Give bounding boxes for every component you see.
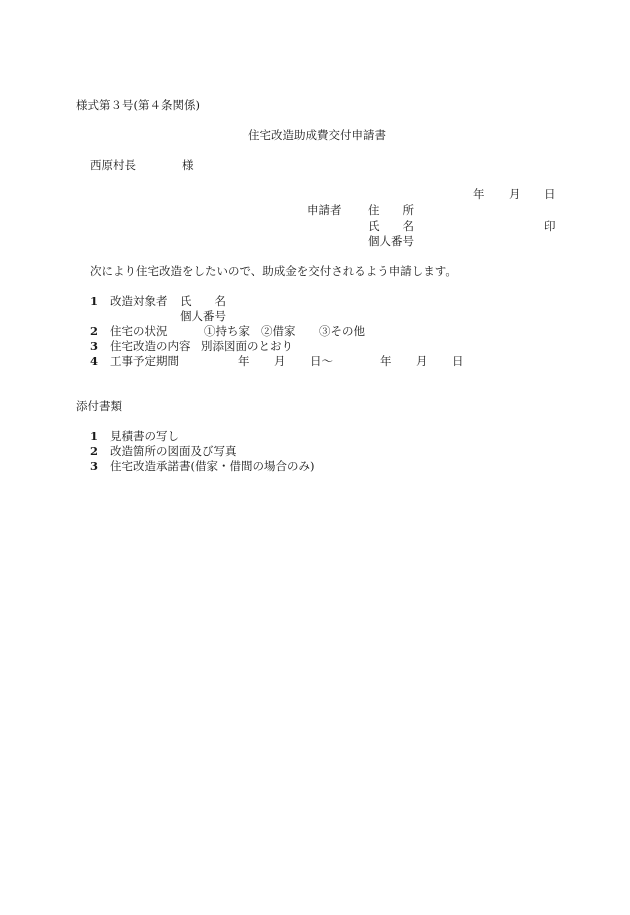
option-rented-house: ②借家 [261, 324, 296, 338]
attachment-number: 2 [90, 444, 99, 458]
form-number-label: 様式第３号(第４条関係) [76, 98, 200, 112]
date-month: 月 [509, 187, 521, 201]
period-from-day: 日～ [310, 354, 333, 368]
attachment-text: 見積書の写し [110, 429, 179, 443]
item-label: 住宅改造の内容 [110, 339, 191, 353]
item-label: 住宅の状況 [110, 324, 168, 338]
attachment-item [90, 446, 237, 458]
option-owned-house: ①持ち家 [204, 324, 250, 338]
attachment-text: 住宅改造承諾書(借家・借間の場合のみ) [110, 459, 315, 473]
item-number: 1 [90, 294, 99, 308]
applicant-name-label: 氏 名 [368, 219, 414, 233]
item-label: 工事予定期間 [110, 354, 179, 368]
date-day: 日 [544, 187, 556, 201]
item-2 [90, 326, 168, 338]
applicant-label: 申請者 [307, 203, 342, 217]
item-1-name-label: 氏 名 [180, 294, 226, 308]
intro-text: 次により住宅改造をしたいので、助成金を交付されるよう申請します。 [90, 264, 457, 278]
attachment-item [90, 431, 179, 443]
period-to-month: 月 [416, 354, 428, 368]
attachment-item [90, 461, 314, 473]
item-3 [90, 341, 191, 353]
document-title: 住宅改造助成費交付申請書 [248, 128, 386, 142]
period-from-month: 月 [274, 354, 286, 368]
attachments-heading: 添付書類 [76, 399, 122, 413]
period-to-day: 日 [452, 354, 464, 368]
item-4 [90, 356, 179, 368]
attachment-text: 改造箇所の図面及び写真 [110, 444, 237, 458]
attachment-number: 3 [90, 459, 99, 473]
date-year: 年 [473, 187, 485, 201]
seal-mark: 印 [544, 219, 556, 233]
item-label: 改造対象者 [110, 294, 168, 308]
item-1 [90, 296, 168, 308]
applicant-id-label: 個人番号 [368, 234, 414, 248]
addressee-honorific: 様 [182, 158, 194, 172]
item-number: 3 [90, 339, 99, 353]
applicant-address-label: 住 所 [368, 203, 414, 217]
item-number: 2 [90, 324, 99, 338]
period-from-year: 年 [238, 354, 250, 368]
addressee-name: 西原村長 [90, 158, 136, 172]
item-3-value: 別添図面のとおり [201, 339, 293, 353]
attachment-number: 1 [90, 429, 99, 443]
item-number: 4 [90, 354, 99, 368]
option-other: ③その他 [319, 324, 365, 338]
period-to-year: 年 [380, 354, 392, 368]
item-1-id-label: 個人番号 [180, 309, 226, 323]
